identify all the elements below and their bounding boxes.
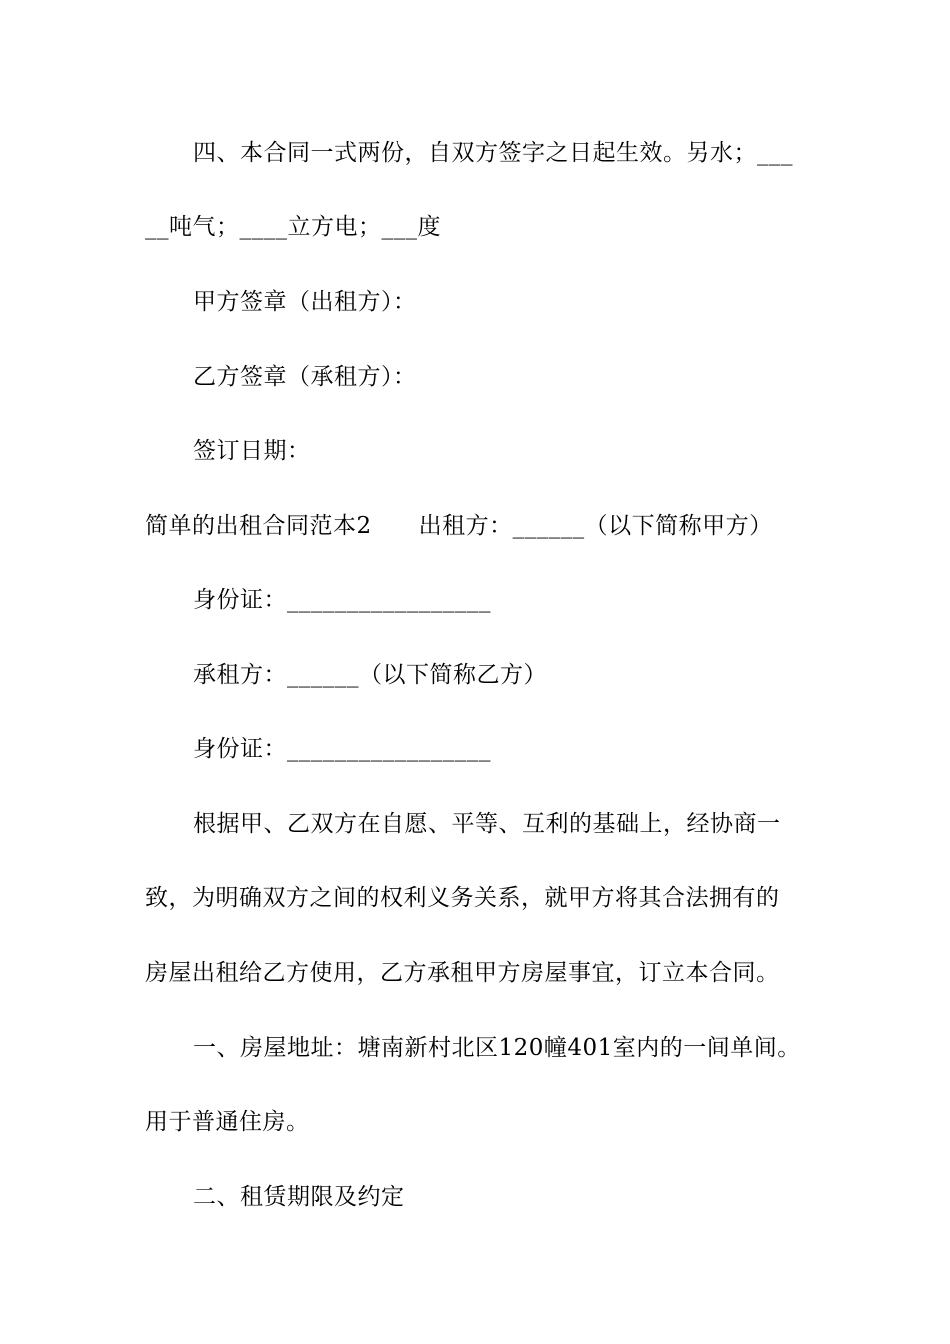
party-b-signature-line: 乙方签章（承租方）：	[193, 364, 417, 390]
lessee-line: 承租方：______（以下简称乙方）	[193, 662, 547, 688]
preamble-paragraph-line-3: 房屋出租给乙方使用，乙方承租甲方房屋事宜，订立本合同。	[145, 960, 780, 986]
signing-date-line: 签订日期：	[193, 438, 311, 464]
clause-one-usage-line: 用于普通住房。	[145, 1109, 310, 1135]
preamble-paragraph-line-1: 根据甲、乙双方在自愿、平等、互利的基础上，经协商一	[193, 811, 781, 837]
paragraph-clause-four: 四、本合同一式两份，自双方签字之日起生效。另水；___	[193, 140, 793, 166]
party-a-id-line: 身份证：_________________	[193, 587, 491, 613]
preamble-paragraph-line-2: 致，为明确双方之间的权利义务关系，就甲方将其合法拥有的	[145, 885, 780, 911]
clause-two-heading: 二、租赁期限及约定	[193, 1184, 405, 1210]
party-b-id-line: 身份证：_________________	[193, 736, 491, 762]
clause-one-address-line: 一、房屋地址：塘南新村北区120幢401室内的一间单间。	[193, 1035, 801, 1061]
party-a-signature-line: 甲方签章（出租方）：	[193, 289, 417, 315]
contract-template-title-line: 简单的出租合同范本2 出租方：______（以下简称甲方）	[145, 513, 773, 539]
paragraph-clause-four-continued: __吨气；____立方电；___度	[145, 214, 441, 240]
